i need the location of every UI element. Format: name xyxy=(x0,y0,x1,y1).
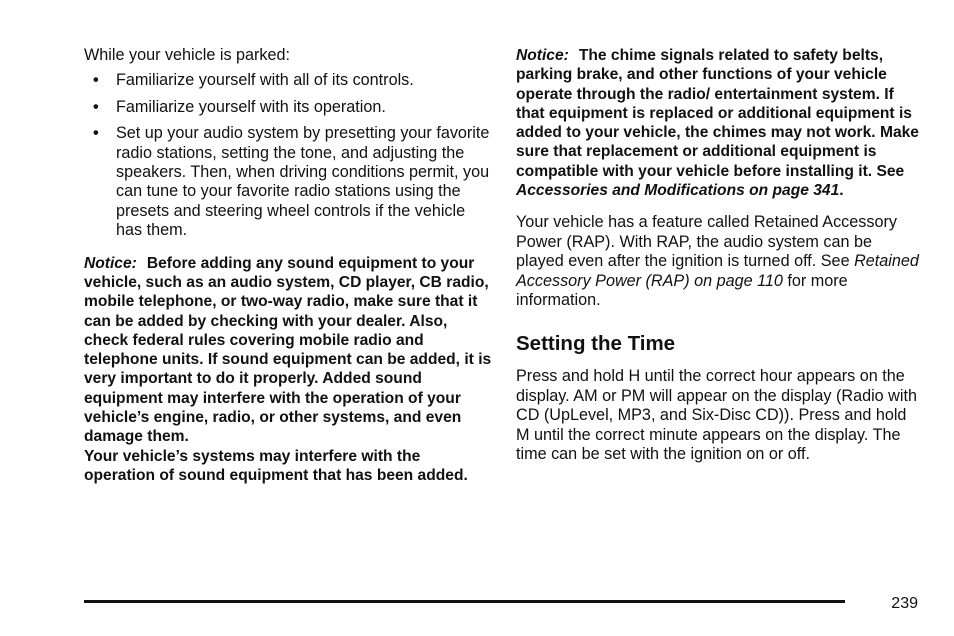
left-column xyxy=(84,46,492,485)
rap-paragraph xyxy=(516,213,922,310)
bullet-icon: • xyxy=(93,71,99,90)
list-item-text: Familiarize yourself with its operation. xyxy=(116,97,386,116)
notice-label: Notice: xyxy=(516,47,569,64)
page-number: 239 xyxy=(891,595,918,612)
list-item xyxy=(84,98,492,117)
parked-tips-list xyxy=(84,71,492,240)
chime-notice xyxy=(516,46,922,200)
parked-intro: While your vehicle is parked: xyxy=(84,46,291,64)
rap-page-reference[interactable]: Retained Accessory Power (RAP) on page 110 xyxy=(516,252,919,290)
notice-text: The chime signals related to safety belts, parking brake, and other functions of your vehicle operate through the radio/ entertainment system. If that equipment is replaced or additional equipment is added to your vehicle, the chimes may not work. Make sure that replacement or additional equipment is compatible with your vehicle before installing it. See xyxy=(516,47,919,180)
accessories-page-reference[interactable]: Accessories and Modifications on page 341 xyxy=(516,182,840,200)
list-item xyxy=(84,124,492,240)
list-item xyxy=(84,71,492,90)
bullet-icon: • xyxy=(93,124,99,143)
notice-period: . xyxy=(839,182,844,200)
notice-text: Before adding any sound equipment to your vehicle, such as an audio system, CD player, CB radio, mobile telephone, or two-way radio, make sure that it can be added by checking with your dealer. Also, check federal rules covering mobile radio and telephone units. If sound equipment can be added, it is very important to do it properly. Added sound equipment may interfere with the operation of your vehicle’s engine, radio, or other systems, and even damage them. xyxy=(84,254,492,446)
list-item-text: Familiarize yourself with all of its controls. xyxy=(116,71,414,90)
bullet-icon: • xyxy=(93,97,99,116)
footer-divider xyxy=(84,600,845,603)
right-column xyxy=(516,46,922,464)
notice-label: Notice: xyxy=(84,254,137,272)
sound-equipment-notice-continued: Your vehicle’s systems may interfere with the operation of sound equipment that has been added. xyxy=(84,447,468,484)
sound-equipment-notice xyxy=(84,254,492,447)
setting-time-paragraph: Press and hold H until the correct hour appears on the display. AM or PM will appear on the display (Radio with CD (UpLevel, MP3, and Six-Disc CD)). Press and hold M until the correct minute appears on the display. The time can be set with the ignition on or off. xyxy=(516,367,917,464)
rap-text-end: for more information. xyxy=(516,271,848,309)
section-title-setting-the-time: Setting the Time xyxy=(516,332,676,356)
list-item-text: Set up your audio system by presetting your favorite radio stations, setting the tone, and adjusting the speakers. Then, when driving conditions permit, you can tune to your favorite radio stations using the presets and steering wheel controls if the vehicle has them. xyxy=(116,124,490,240)
rap-text: Your vehicle has a feature called Retained Accessory Power (RAP). With RAP, the audio system can be played even after the ignition is turned off. See xyxy=(516,213,897,271)
